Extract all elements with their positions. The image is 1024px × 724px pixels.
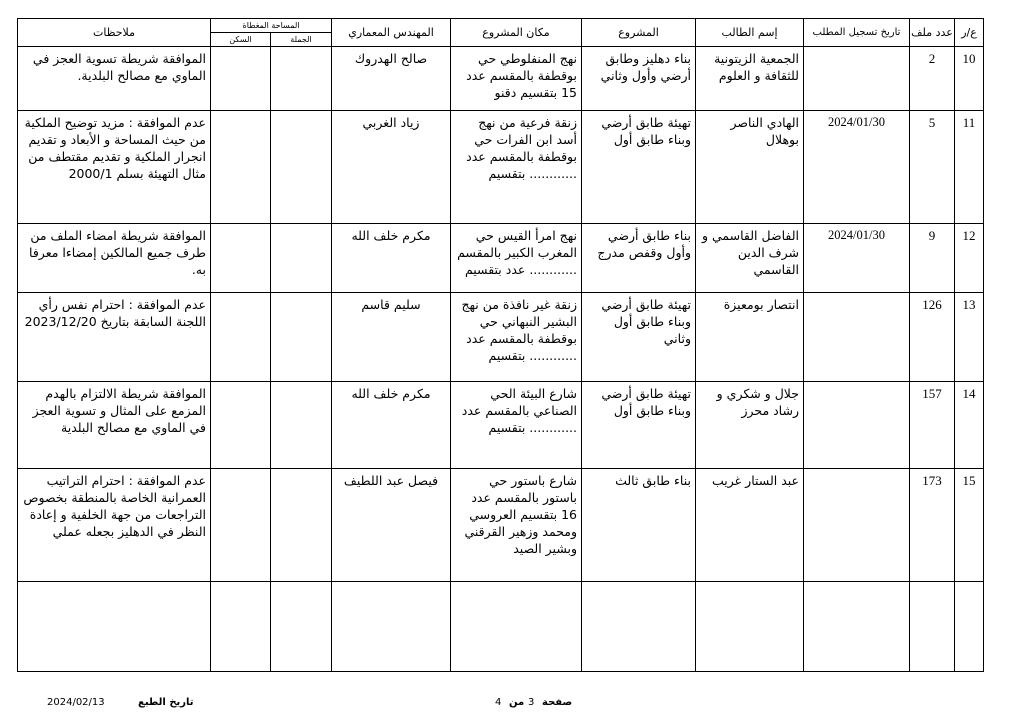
header-area-total: الجملة [271,33,332,47]
print-date: 2024/02/13 [47,697,105,708]
header-architect: المهندس المعماري [332,19,451,47]
empty-table-row [17,582,983,672]
cell-applicant: الهادي الناصر بوهلال [730,115,799,147]
cell-date [804,47,910,111]
cell-area-housing [210,224,270,293]
cell-area-total [271,111,332,224]
header-applicant: إسم الطالب [696,19,804,47]
page-total: 4 [495,697,502,708]
cell-notes: عدم الموافقة : احترام نفس رأي اللجنة السابقة بتاريخ 2023/12/20 [24,297,206,329]
permit-table [17,18,984,672]
cell-file-count: 126 [910,293,955,382]
cell-area-housing [210,382,270,469]
table-row [17,47,983,111]
cell-architect: سليم قاسم [361,297,421,312]
cell-date [804,469,910,582]
header-area-housing: السكن [210,33,270,47]
cell-applicant: الفاضل القاسمي و شرف الدين القاسمي [701,228,799,277]
table-row [17,382,983,469]
cell-architect: مكرم خلف الله [351,228,431,243]
cell-file-count: 173 [910,469,955,582]
header-covered-area: المساحة المغطاة [210,19,331,33]
header-file-count: عدد ملف [910,19,955,47]
cell-area-total [271,47,332,111]
cell-project: تهيئة طابق أرضي وبناء طابق أول [601,115,691,147]
cell-date: 2024/01/30 [804,224,910,293]
page-of-label: من [509,697,525,708]
cell-architect: فيصل عبد اللطيف [343,473,439,488]
cell-notes: الموافقة شريطة تسوية العجز في الماوي مع مصالح البلدية. [32,51,206,83]
table-row [17,293,983,382]
page-footer [0,697,1024,715]
cell-date [804,382,910,469]
cell-notes: عدم الموافقة : احترام التراتيب العمرانية الخاصة بالمنطقة بخصوص التراجعات من جهة الخلفية و إعادة النظر في الدهليز بجعله عملي [23,473,206,539]
cell-file-count: 9 [910,224,955,293]
cell-row-no: 15 [955,469,984,582]
cell-area-housing [210,111,270,224]
cell-area-total [271,469,332,582]
cell-applicant: انتصار بومعيزة [723,297,799,312]
cell-row-no: 13 [955,293,984,382]
cell-project: بناء دهليز وطابق أرضي وأول وثاني [600,51,691,83]
header-location: مكان المشروع [451,19,582,47]
cell-project: تهيئة طابق أرضي وبناء طابق أول وثاني [601,297,691,346]
cell-architect: مكرم خلف الله [351,386,431,401]
cell-area-total [271,224,332,293]
cell-row-no: 14 [955,382,984,469]
cell-project: بناء طابق أرضي وأول وقفص مدرج [597,228,691,260]
cell-notes: عدم الموافقة : مزيد توضيح الملكية من حيث المساحة و الأبعاد و تقديم انجرار الملكية و تقديم مقتطف من مثال التهيئة بسلم 2000/1 [24,115,206,181]
cell-area-housing [210,293,270,382]
table-row [17,111,983,224]
table-row [17,224,983,293]
cell-area-housing [210,469,270,582]
page-current: 3 [528,697,535,708]
cell-file-count: 5 [910,111,955,224]
cell-area-total [271,382,332,469]
cell-row-no: 12 [955,224,984,293]
cell-applicant: جلال و شكري و رشاد محرز [716,386,799,418]
cell-file-count: 2 [910,47,955,111]
header-project: المشروع [582,19,696,47]
print-date-label: تاريخ الطبع [138,697,194,708]
cell-row-no: 11 [955,111,984,224]
cell-area-total [271,293,332,382]
cell-project: بناء طابق ثالث [615,473,691,488]
cell-date [804,293,910,382]
cell-project: تهيئة طابق أرضي وبناء طابق أول [601,386,691,418]
header-notes: ملاحظات [17,19,210,47]
cell-architect: صالح الهدروك [354,51,428,66]
table-row [17,469,983,582]
cell-notes: الموافقة شريطة امضاء الملف من طرف جميع المالكين إمضاءا معرفا به. [29,228,206,277]
cell-row-no: 10 [955,47,984,111]
page-label: صفحة [542,697,573,708]
minutes-table-sheet [18,18,984,672]
cell-location: نهج امرأ القيس حي المغرب الكبير بالمقسم ............ عدد بتقسيم [457,228,577,277]
header-row-no: ع/ر [955,19,984,47]
cell-date: 2024/01/30 [804,111,910,224]
cell-applicant: الجمعية الزيتونية للثقافة و العلوم [714,51,799,83]
cell-location: زنقة غير نافذة من نهج البشير النبهاني حي بوقطفة بالمقسم عدد ............ بتقسيم [461,297,577,363]
cell-location: زنقة فرعية من نهج أسد ابن الفرات حي بوقطفة بالمقسم عدد ............ بتقسيم [466,115,577,181]
cell-notes: الموافقة شريطة الالتزام بالهدم المزمع على المثال و تسوية العجز في الماوي مع مصالح البلدية [32,386,206,435]
cell-architect: زياد الغربي [362,115,420,130]
header-registration-date: تاريخ تسجيل المطلب [804,19,910,47]
cell-applicant: عبد الستار غريب [712,473,799,488]
cell-location: شارع البيئة الحي الصناعي بالمقسم عدد ............ بتقسيم [461,386,577,435]
cell-file-count: 157 [910,382,955,469]
cell-location: نهج المنفلوطي حي بوقطفة بالمقسم عدد 15 بتقسيم دقنو [466,51,577,100]
cell-location: شارع باستور حي باستور بالمقسم عدد 16 بتقسيم العروسي ومحمد وزهير القرقني وبشير الصيد [464,473,577,556]
cell-area-housing [210,47,270,111]
